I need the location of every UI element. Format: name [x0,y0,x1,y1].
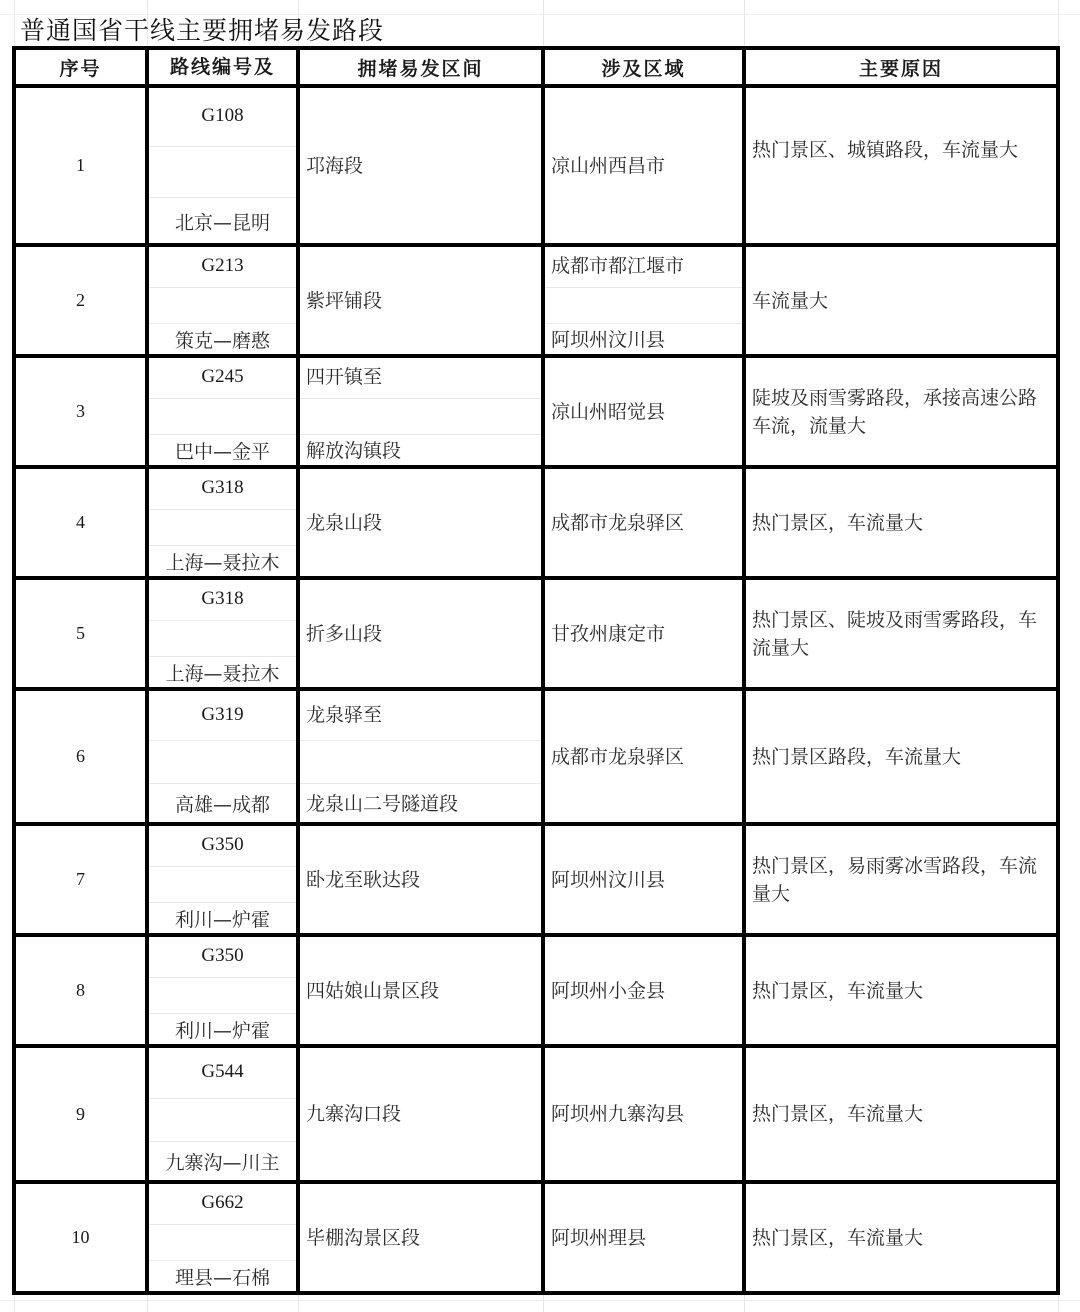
table-rule [14,687,1058,691]
area-name: 阿坝州小金县 [543,935,744,1046]
route-code: G213 [147,245,298,287]
table-rule [1056,46,1060,1295]
route-endpoints: 理县—石棉 [147,1260,298,1293]
area-name: 凉山州昭觉县 [543,356,744,467]
area-name: 成都市龙泉驿区 [543,467,744,578]
section-name: 紫坪铺段 [298,245,543,356]
table-rule [14,1044,1058,1048]
route-code: G350 [147,824,298,866]
table-rule [296,46,300,1295]
section-cell[interactable] [298,467,543,578]
route-endpoints: 利川—炉霍 [147,1013,298,1046]
table-row [14,1182,1058,1293]
table-rule [145,46,149,1295]
area-name: 阿坝州汶川县 [543,824,744,935]
route-cell[interactable] [147,245,298,356]
route-cell[interactable] [147,1182,298,1293]
sub-divider [149,434,296,435]
table-rule [14,46,1058,50]
sub-divider [545,323,742,324]
header-route-label: 路线编号及 [169,56,275,78]
table-rule [14,822,1058,826]
route-endpoints: 北京—昆明 [147,197,298,245]
route-endpoints: 上海—聂拉木 [147,545,298,578]
sub-divider [149,866,296,867]
sub-divider [149,902,296,903]
section-cell[interactable] [298,86,543,245]
section-cell[interactable] [298,1046,543,1182]
table-row [14,1046,1058,1182]
reason-cell[interactable]: 热门景区、陡坡及雨雪雾路段，车流量大 [744,578,1058,689]
route-endpoints: 九寨沟—川主 [147,1141,298,1182]
table-row [14,467,1058,578]
sub-divider [149,1224,296,1225]
sub-divider [149,740,296,741]
route-endpoints: 上海—聂拉木 [147,656,298,689]
route-endpoints: 策克—磨憨 [147,323,298,356]
section-cell[interactable] [298,689,543,824]
reason-cell[interactable]: 热门景区，易雨雾冰雪路段，车流量大 [744,824,1058,935]
table-row [14,578,1058,689]
reason-cell[interactable]: 热门景区，车流量大 [744,935,1058,1046]
table-rule [742,46,746,1295]
area-cell[interactable] [543,824,744,935]
area-cell[interactable] [543,1182,744,1293]
area-name: 阿坝州理县 [543,1182,744,1293]
row-index[interactable]: 3 [14,356,147,467]
header-index[interactable]: 序号 [14,48,147,86]
area-cell[interactable] [543,467,744,578]
area-cell[interactable] [543,1046,744,1182]
reason-cell[interactable]: 热门景区路段，车流量大 [744,689,1058,824]
section-cell[interactable] [298,245,543,356]
route-cell[interactable] [147,824,298,935]
route-cell[interactable] [147,356,298,467]
sub-divider [149,1013,296,1014]
sub-divider [149,197,296,198]
row-index[interactable]: 5 [14,578,147,689]
table-rule [541,46,545,1295]
route-endpoints: 巴中—金平 [147,434,298,467]
sub-divider [545,287,742,288]
sub-divider [149,620,296,621]
sub-divider [300,434,541,435]
route-cell[interactable] [147,935,298,1046]
area-cell[interactable] [543,689,744,824]
sub-divider [149,1098,296,1099]
area-primary: 成都市都江堰市 [543,245,744,287]
area-cell[interactable] [543,935,744,1046]
area-name: 成都市龙泉驿区 [543,689,744,824]
route-cell[interactable] [147,578,298,689]
row-index[interactable]: 6 [14,689,147,824]
route-code: G350 [147,935,298,977]
route-code: G108 [147,86,298,146]
area-cell[interactable] [543,86,744,245]
sub-divider [149,783,296,784]
section-name: 四姑娘山景区段 [298,935,543,1046]
reason-cell[interactable]: 热门景区、城镇路段，车流量大 [744,86,1058,245]
section-name: 龙泉山段 [298,467,543,578]
sub-divider [149,323,296,324]
section-cell[interactable] [298,824,543,935]
table-rule [14,354,1058,358]
route-endpoints: 高雄—成都 [147,783,298,824]
table-row [14,935,1058,1046]
sub-divider [300,740,541,741]
row-index[interactable]: 4 [14,467,147,578]
row-index[interactable]: 9 [14,1046,147,1182]
sub-divider [149,146,296,147]
area-cell[interactable] [543,578,744,689]
header-reason[interactable]: 主要原因 [744,48,1058,86]
table-rule [14,84,1058,88]
reason-cell[interactable]: 热门景区，车流量大 [744,467,1058,578]
table-rule [14,1180,1058,1184]
table-row [14,356,1058,467]
sub-divider [149,545,296,546]
sub-divider [300,398,541,399]
section-end: 龙泉山二号隧道段 [298,783,543,824]
table-rule [12,46,16,1295]
sub-divider [149,1260,296,1261]
sub-divider [149,398,296,399]
area-name: 甘孜州康定市 [543,578,744,689]
route-cell[interactable] [147,86,298,245]
section-start: 龙泉驿至 [298,689,543,740]
section-name: 卧龙至耿达段 [298,824,543,935]
reason-cell[interactable]: 热门景区，车流量大 [744,1182,1058,1293]
table-rule [14,1291,1058,1295]
header-section[interactable]: 拥堵易发区间 [298,48,543,86]
area-secondary: 阿坝州汶川县 [543,323,744,356]
section-cell[interactable] [298,935,543,1046]
sub-divider [149,509,296,510]
section-start: 四开镇至 [298,356,543,398]
row-index[interactable]: 2 [14,245,147,356]
route-code: G662 [147,1182,298,1224]
section-name: 毕棚沟景区段 [298,1182,543,1293]
route-code: G319 [147,689,298,740]
sub-divider [149,1141,296,1142]
route-code: G318 [147,578,298,620]
section-name: 折多山段 [298,578,543,689]
sub-divider [149,977,296,978]
header-route[interactable] [147,48,298,86]
route-endpoints: 利川—炉霍 [147,902,298,935]
row-index[interactable]: 1 [14,86,147,245]
table-row [14,245,1058,356]
reason-cell[interactable]: 热门景区，车流量大 [744,1046,1058,1182]
route-code: G245 [147,356,298,398]
table-rule [14,243,1058,247]
section-cell[interactable] [298,578,543,689]
reason-cell[interactable]: 陡坡及雨雪雾路段，承接高速公路车流，流量大 [744,356,1058,467]
route-code: G318 [147,467,298,509]
table-rule [14,576,1058,580]
row-index[interactable]: 7 [14,824,147,935]
sub-divider [149,656,296,657]
sheet-title: 普通国省干线主要拥堵易发路段 [20,16,385,45]
congestion-table [14,48,1058,1293]
section-name: 九寨沟口段 [298,1046,543,1182]
table-row [14,689,1058,824]
area-cell[interactable] [543,356,744,467]
table-rule [14,933,1058,937]
section-cell[interactable] [298,1182,543,1293]
route-cell[interactable] [147,1046,298,1182]
row-index[interactable]: 8 [14,935,147,1046]
section-cell[interactable] [298,356,543,467]
reason-cell[interactable]: 车流量大 [744,245,1058,356]
table-row [14,824,1058,935]
row-index[interactable]: 10 [14,1182,147,1293]
route-cell[interactable] [147,467,298,578]
sub-divider [149,287,296,288]
table-row [14,86,1058,245]
area-name: 凉山州西昌市 [543,86,744,245]
route-code: G544 [147,1046,298,1098]
area-cell[interactable] [543,245,744,356]
header-area[interactable]: 涉及区域 [543,48,744,86]
table-rule [14,465,1058,469]
route-cell[interactable] [147,689,298,824]
area-name: 阿坝州九寨沟县 [543,1046,744,1182]
section-name: 邛海段 [298,86,543,245]
section-end: 解放沟镇段 [298,434,543,467]
sub-divider [300,783,541,784]
